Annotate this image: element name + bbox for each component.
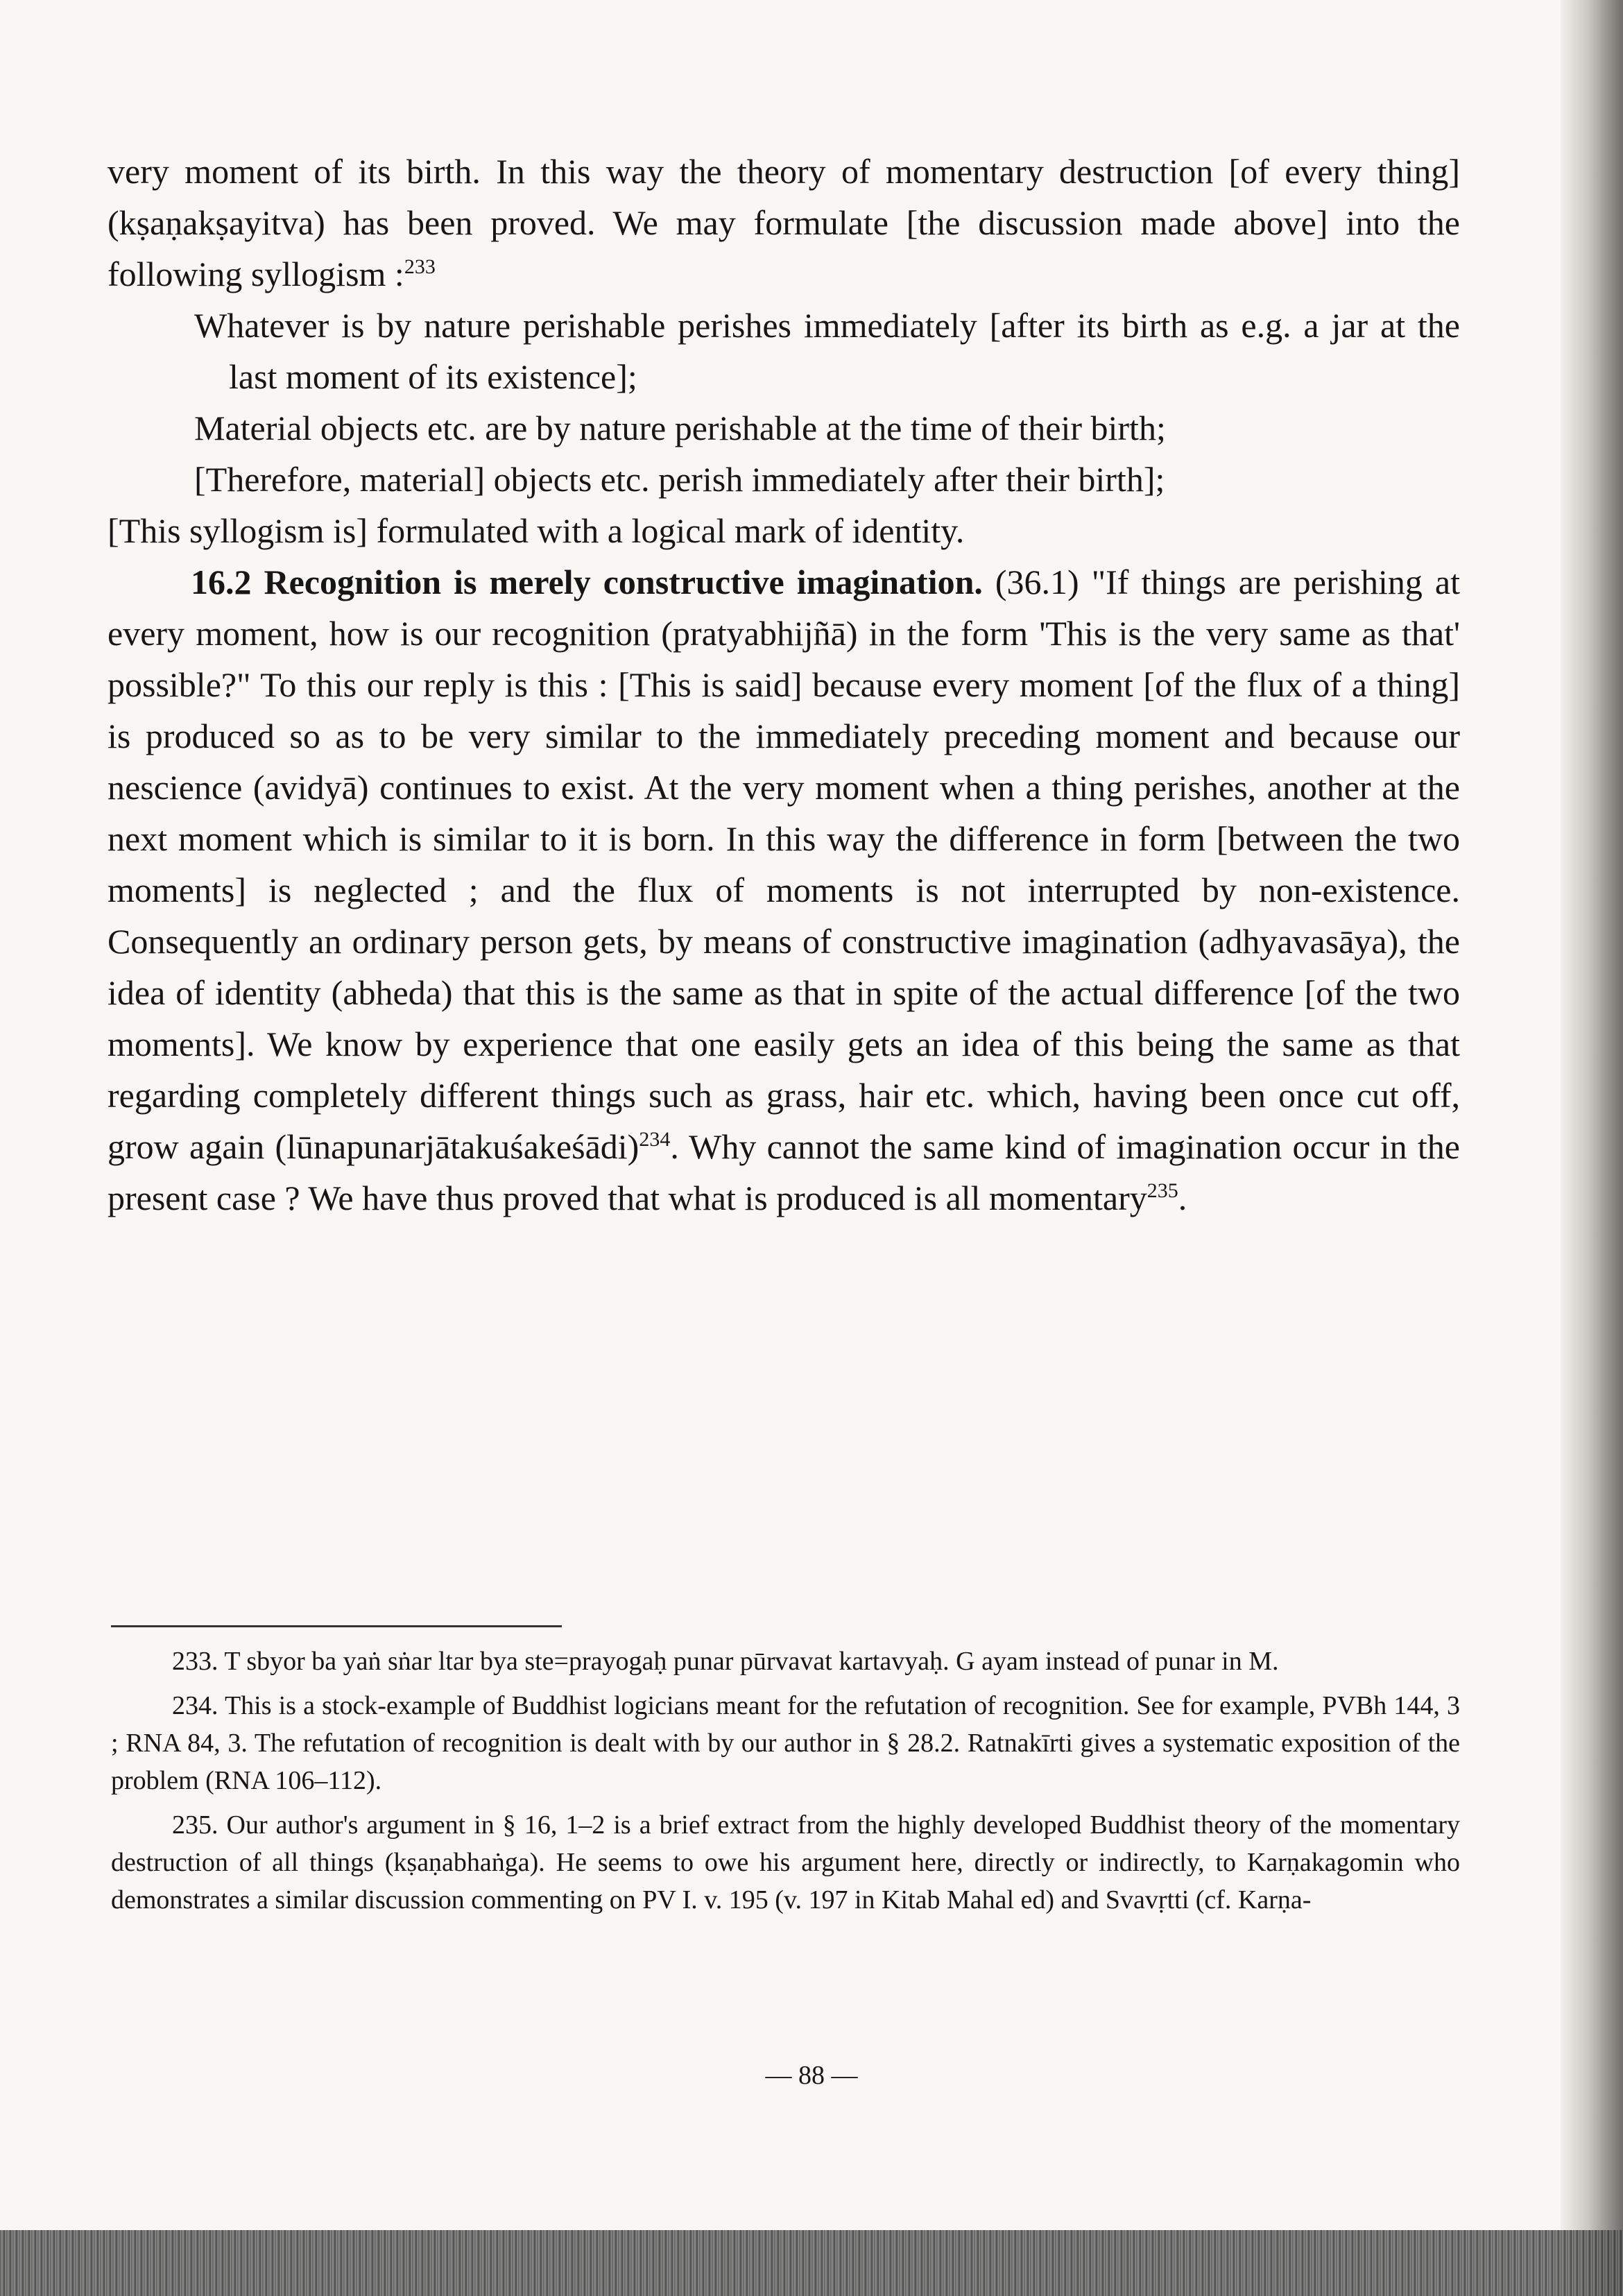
- footnote-ref-233[interactable]: 233: [404, 255, 436, 278]
- syllogism-conclusion: [Therefore, material] objects etc. perish immediately after their birth];: [194, 460, 1165, 499]
- footnotes: [111, 1643, 1460, 1926]
- main-text: [108, 146, 1460, 1224]
- footnote-233: 233. T sbyor ba yaṅ sṅar ltar bya ste=prayogaḥ punar pūrvavat kartavyaḥ. G ayam instead of punar in M.: [172, 1647, 1279, 1676]
- paragraph-2: 16.2 Recognition is merely constructive imagination. (36.1) "If things are perishing at every moment, how is our recognition (pratyabhijñā) in the form 'This is the very same as that' possible?" To this our reply is this : [This is said] because every moment [of the flux of a thing] is produced so as to be very similar to the immediately preceding moment and because our nescience (avidyā) continues to exist. At the very moment when a thing perishes, another at the next moment which is similar to it is born. In this way the difference in form [between the two moments] is neglected ; and the flux of moments is not interrupted by non-existence. Consequently an ordinary person gets, by means of constructive imagination (adhyavasāya), the idea of identity (abheda) that this is the same as that in spite of the actual difference [of the two moments]. We know by experience that one easily gets an idea of this being the same as that regarding completely different things such as grass, hair etc. which, having been once cut off, grow again (lūnapunarjātakuśakeśādi)$^{234}$. Why cannot the same kind of imagination occur in the present case ? We have thus proved that what is produced is all momentary$^{235}$.: [108, 563, 1461, 1217]
- footnote-234: 234. This is a stock-example of Buddhist logicians meant for the refutation of recognition. See for example, PVBh 144, 3 ; RNA 84, 3. The refutation of recognition is dealt with by our author in § 28.2. Ratnakīrti gives a systematic exposition of the problem (RNA 106–112).: [111, 1691, 1460, 1795]
- footnote-ref-235[interactable]: 235: [1147, 1179, 1178, 1202]
- footnote-ref-234[interactable]: 234: [639, 1128, 671, 1151]
- footnote-235: 235. Our author's argument in § 16, 1–2 is a brief extract from the highly developed Buddhist theory of the momentary destruction of all things (kṣaṇabhaṅga). He seems to owe his argument here, directly or indirectly, to Karṇakagomin who demonstrates a similar discussion commenting on PV I. v. 195 (v. 197 in Kitab Mahal ed) and Svavṛtti (cf. Karṇa-: [111, 1810, 1460, 1914]
- syllogism-minor-premise: Material objects etc. are by nature perishable at the time of their birth;: [194, 409, 1166, 447]
- section-heading: Recognition is merely constructive imagination.: [264, 563, 983, 601]
- footnote-divider: [111, 1625, 562, 1627]
- paragraph-1: very moment of its birth. In this way the theory of momentary destruction [of every thing] (kṣaṇakṣayitva) has been proved. We may formulate [the discussion made above] into the following syllogism :$^{233}$: [108, 152, 1460, 293]
- page-number: — 88 —: [765, 2061, 858, 2090]
- syllogism: [194, 300, 1460, 505]
- syllogism-close: [This syllogism is] formulated with a logical mark of identity.: [108, 511, 965, 550]
- scan-bottom-edge: [0, 2230, 1623, 2296]
- page-binding-shadow: [1561, 0, 1623, 2296]
- section-number: 16.2: [191, 563, 252, 601]
- syllogism-major-premise: Whatever is by nature perishable perishes immediately [after its birth as e.g. a jar at the last moment of its existence];: [194, 306, 1460, 396]
